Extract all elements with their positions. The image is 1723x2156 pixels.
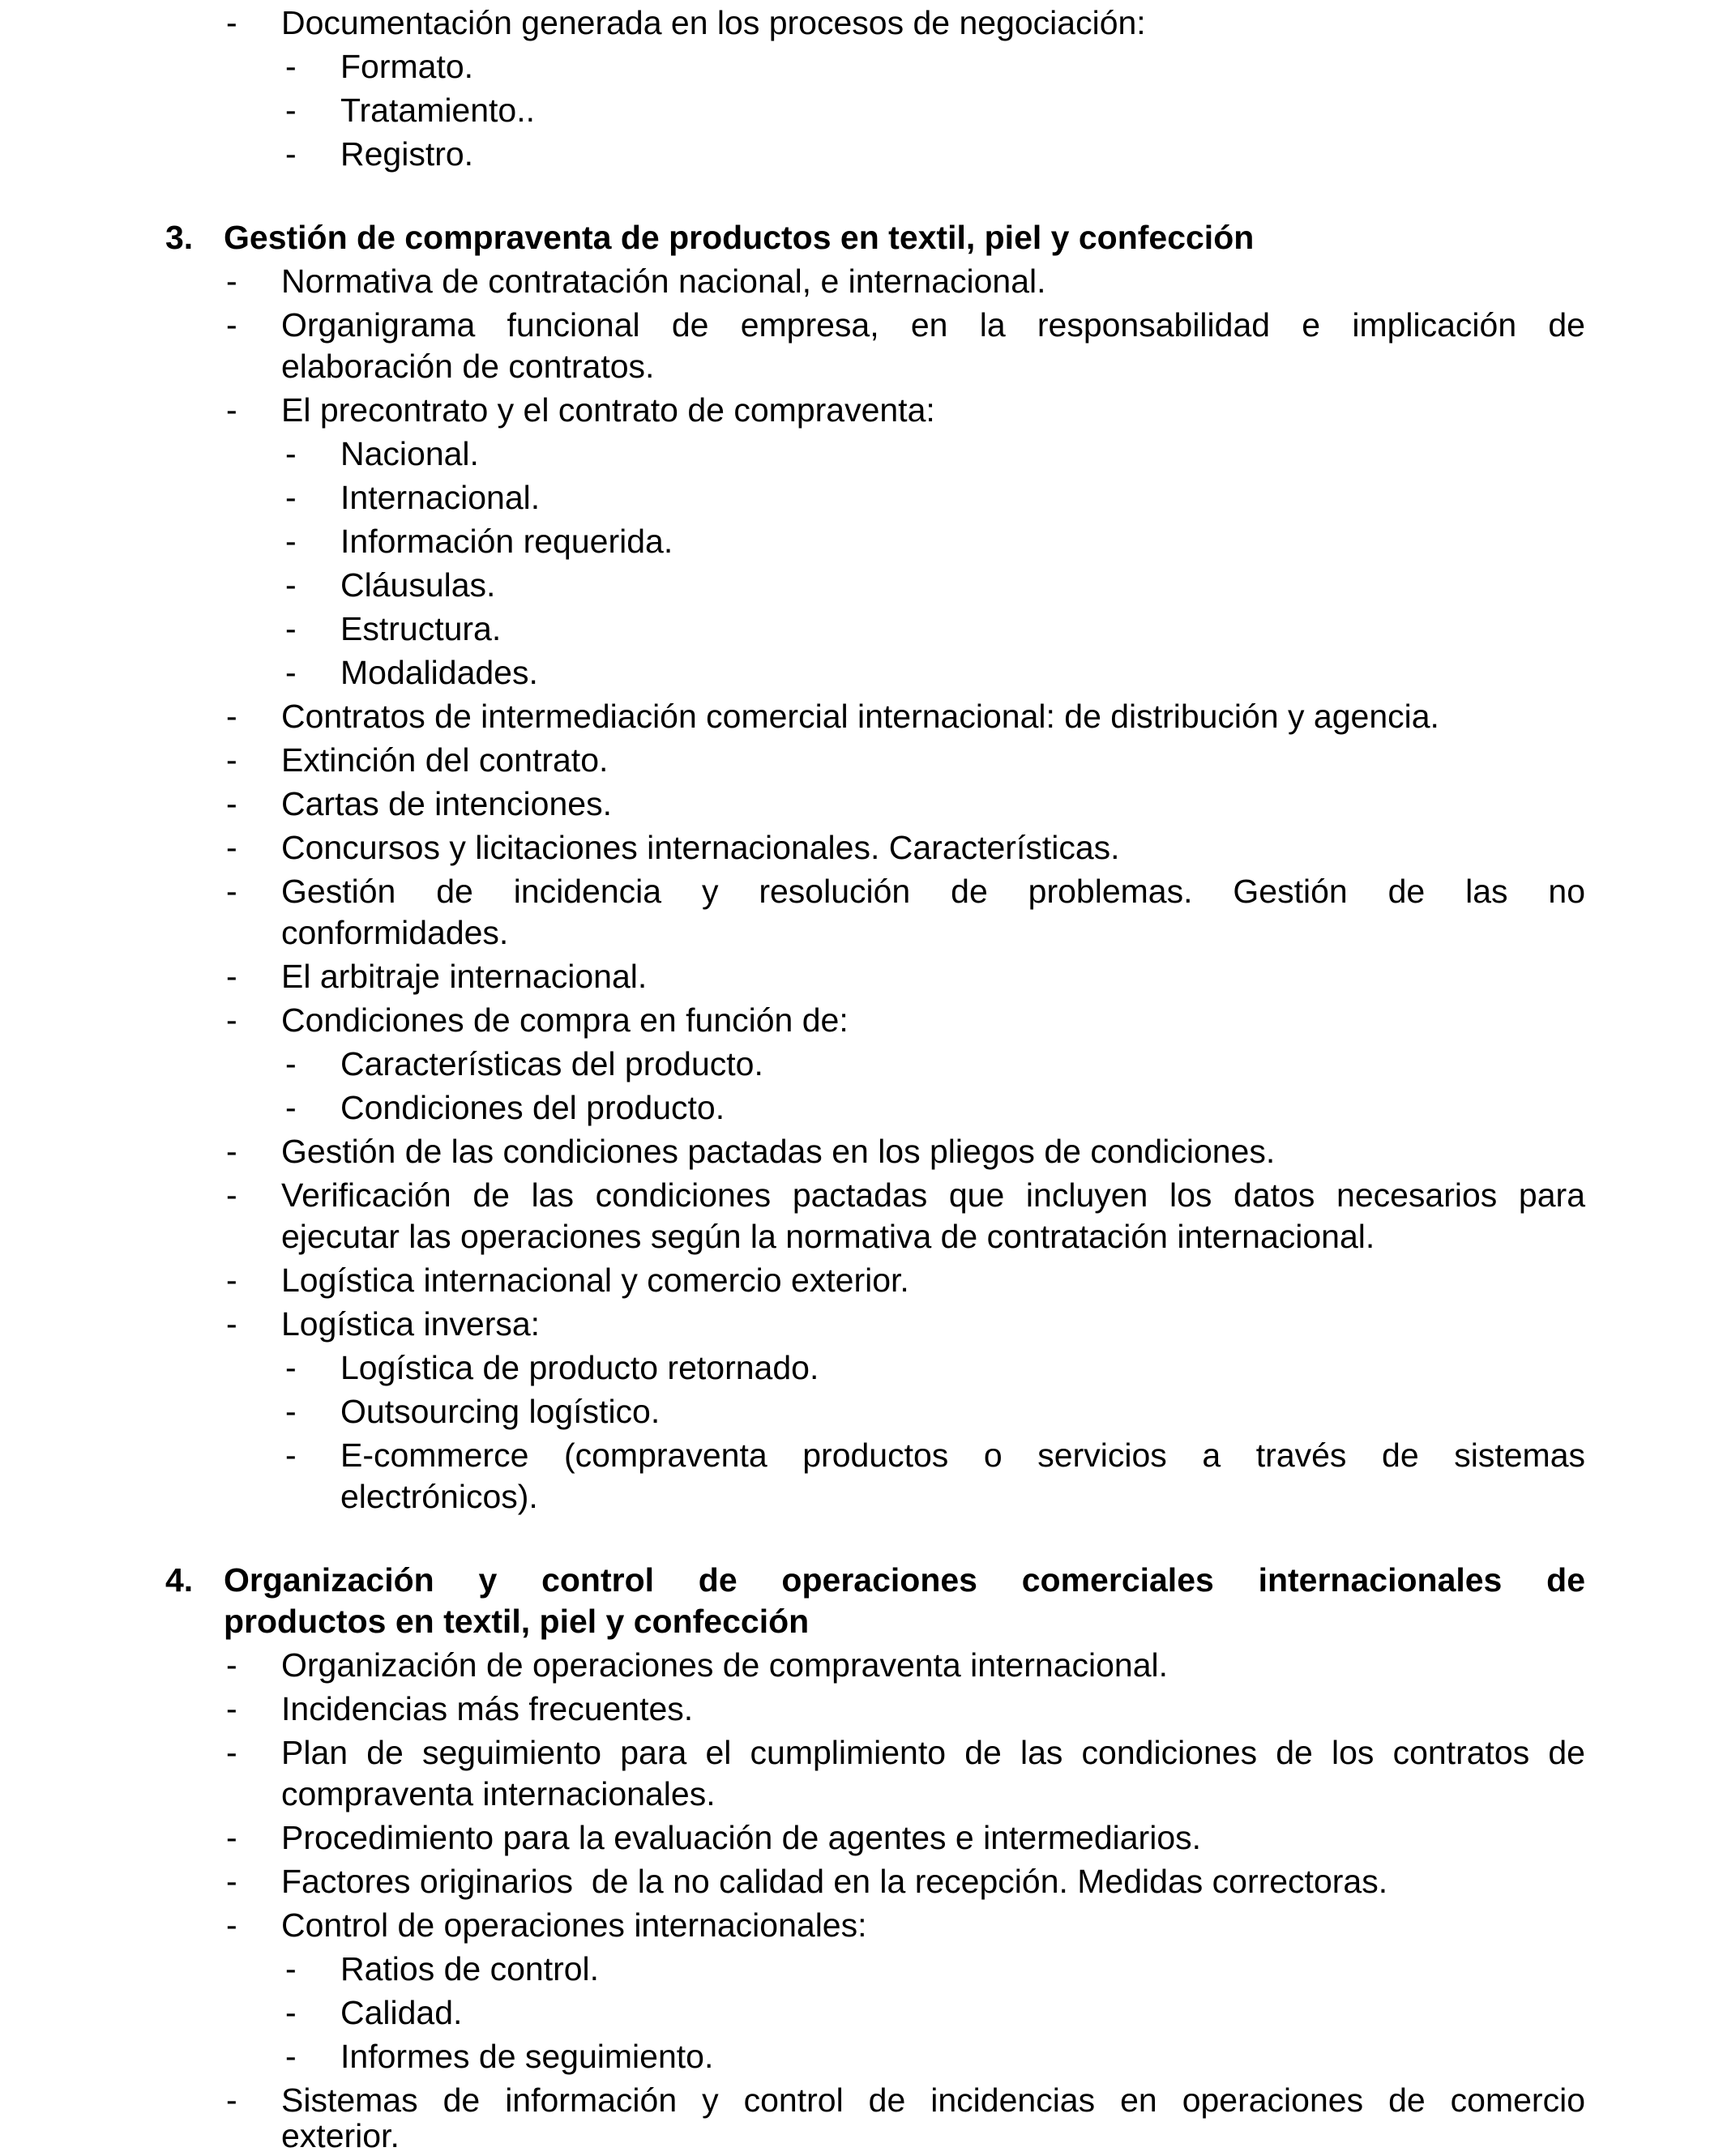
section-heading-continuation: productos en textil, piel y confección (224, 1603, 810, 1640)
sublist-dash: - (285, 610, 297, 647)
list-dash: - (226, 391, 237, 429)
list-item-text: Organización de operaciones de compraventa internacional. (281, 1646, 1169, 1684)
list-dash: - (226, 1819, 237, 1856)
list-dash: - (226, 1176, 237, 1214)
section-number: 3. (165, 219, 194, 256)
section-number: 4. (165, 1561, 194, 1599)
list-item-text-continuation: elaboración de contratos. (281, 348, 655, 385)
list-item-text: Logística internacional y comercio exterior. (281, 1262, 909, 1299)
sublist-dash: - (285, 1994, 297, 2031)
list-item-text-continuation: compraventa internacionales. (281, 1775, 716, 1812)
sublist-item-text: Información requerida. (340, 523, 673, 560)
sublist-item-text: Características del producto. (340, 1045, 763, 1082)
sublist-item-text: Ratios de control. (340, 1950, 600, 1987)
list-dash: - (226, 1305, 237, 1343)
list-item-text: Gestión de las condiciones pactadas en los pliegos de condiciones. (281, 1133, 1276, 1170)
list-dash: - (226, 1690, 237, 1727)
list-dash: - (226, 306, 237, 344)
sublist-item-text: Internacional. (340, 479, 541, 516)
sublist-dash: - (285, 1089, 297, 1126)
sublist-dash: - (285, 566, 297, 604)
sublist-item-text: Calidad. (340, 1994, 463, 2031)
sublist-dash: - (285, 1349, 297, 1386)
sublist-dash: - (285, 1393, 297, 1430)
list-dash: - (226, 741, 237, 779)
sublist-item-text: Nacional. (340, 435, 479, 472)
sublist-item-text: Estructura. (340, 610, 502, 647)
list-item-text-continuation: exterior. (281, 2117, 400, 2154)
list-item-text: Plan de seguimiento para el cumplimiento de las condiciones de los contratos de (281, 1734, 1585, 1771)
list-dash: - (226, 958, 237, 995)
sublist-dash: - (285, 135, 297, 173)
sublist-dash: - (285, 1950, 297, 1987)
sublist-dash: - (285, 1437, 297, 1474)
sublist-item-text: Tratamiento.. (340, 92, 536, 129)
sublist-item-text: Registro. (340, 135, 474, 173)
sublist-item-text: Modalidades. (340, 654, 538, 691)
sublist-item-text: E-commerce (compraventa productos o servicios a través de sistemas (340, 1437, 1585, 1474)
section-heading: Gestión de compraventa de productos en textil, piel y confección (224, 219, 1255, 256)
list-dash: - (226, 4, 237, 41)
sublist-item-text: Formato. (340, 48, 474, 85)
list-item-text: Organigrama funcional de empresa, en la responsabilidad e implicación de (281, 306, 1585, 344)
list-item-text-continuation: conformidades. (281, 914, 509, 951)
sublist-dash: - (285, 654, 297, 691)
sublist-item-text: Condiciones del producto. (340, 1089, 725, 1126)
list-dash: - (226, 1863, 237, 1900)
sublist-dash: - (285, 92, 297, 129)
list-item-text: Gestión de incidencia y resolución de problemas. Gestión de las no (281, 873, 1585, 910)
list-item-text: Extinción del contrato. (281, 741, 609, 779)
section-heading: Organización y control de operaciones comerciales internacionales de (224, 1561, 1585, 1599)
list-item-text: Documentación generada en los procesos de negociación: (281, 4, 1146, 41)
list-dash: - (226, 1734, 237, 1771)
list-item-text: Contratos de intermediación comercial internacional: de distribución y agencia. (281, 698, 1439, 735)
list-dash: - (226, 1001, 237, 1039)
sublist-dash: - (285, 1045, 297, 1082)
list-dash: - (226, 1646, 237, 1684)
list-item-text: El arbitraje internacional. (281, 958, 648, 995)
list-item-text: Procedimiento para la evaluación de agentes e intermediarios. (281, 1819, 1202, 1856)
list-item-text: Control de operaciones internacionales: (281, 1906, 867, 1944)
list-dash: - (226, 698, 237, 735)
sublist-dash: - (285, 435, 297, 472)
list-dash: - (226, 1906, 237, 1944)
list-dash: - (226, 263, 237, 300)
sublist-item-text: Logística de producto retornado. (340, 1349, 819, 1386)
sublist-dash: - (285, 48, 297, 85)
list-item-text: El precontrato y el contrato de compraventa: (281, 391, 935, 429)
list-item-text: Concursos y licitaciones internacionales. Características. (281, 829, 1120, 866)
sublist-item-text-continuation: electrónicos). (340, 1478, 538, 1515)
sublist-dash: - (285, 479, 297, 516)
list-item-text: Cartas de intenciones. (281, 785, 612, 822)
list-item-text: Verificación de las condiciones pactadas que incluyen los datos necesarios para (281, 1176, 1585, 1214)
sublist-item-text: Informes de seguimiento. (340, 2038, 714, 2075)
list-item-text: Incidencias más frecuentes. (281, 1690, 694, 1727)
list-dash: - (226, 873, 237, 910)
list-dash: - (226, 785, 237, 822)
list-item-text-continuation: ejecutar las operaciones según la normativa de contratación internacional. (281, 1218, 1375, 1255)
sublist-dash: - (285, 523, 297, 560)
list-item-text: Factores originarios de la no calidad en la recepción. Medidas correctoras. (281, 1863, 1388, 1900)
list-dash: - (226, 2081, 237, 2119)
list-dash: - (226, 829, 237, 866)
sublist-dash: - (285, 2038, 297, 2075)
list-dash: - (226, 1133, 237, 1170)
sublist-item-text: Cláusulas. (340, 566, 496, 604)
list-item-text: Condiciones de compra en función de: (281, 1001, 849, 1039)
list-item-text: Normativa de contratación nacional, e internacional. (281, 263, 1046, 300)
list-item-text: Sistemas de información y control de incidencias en operaciones de comercio (281, 2081, 1585, 2119)
list-item-text: Logística inversa: (281, 1305, 541, 1343)
list-dash: - (226, 1262, 237, 1299)
sublist-item-text: Outsourcing logístico. (340, 1393, 661, 1430)
